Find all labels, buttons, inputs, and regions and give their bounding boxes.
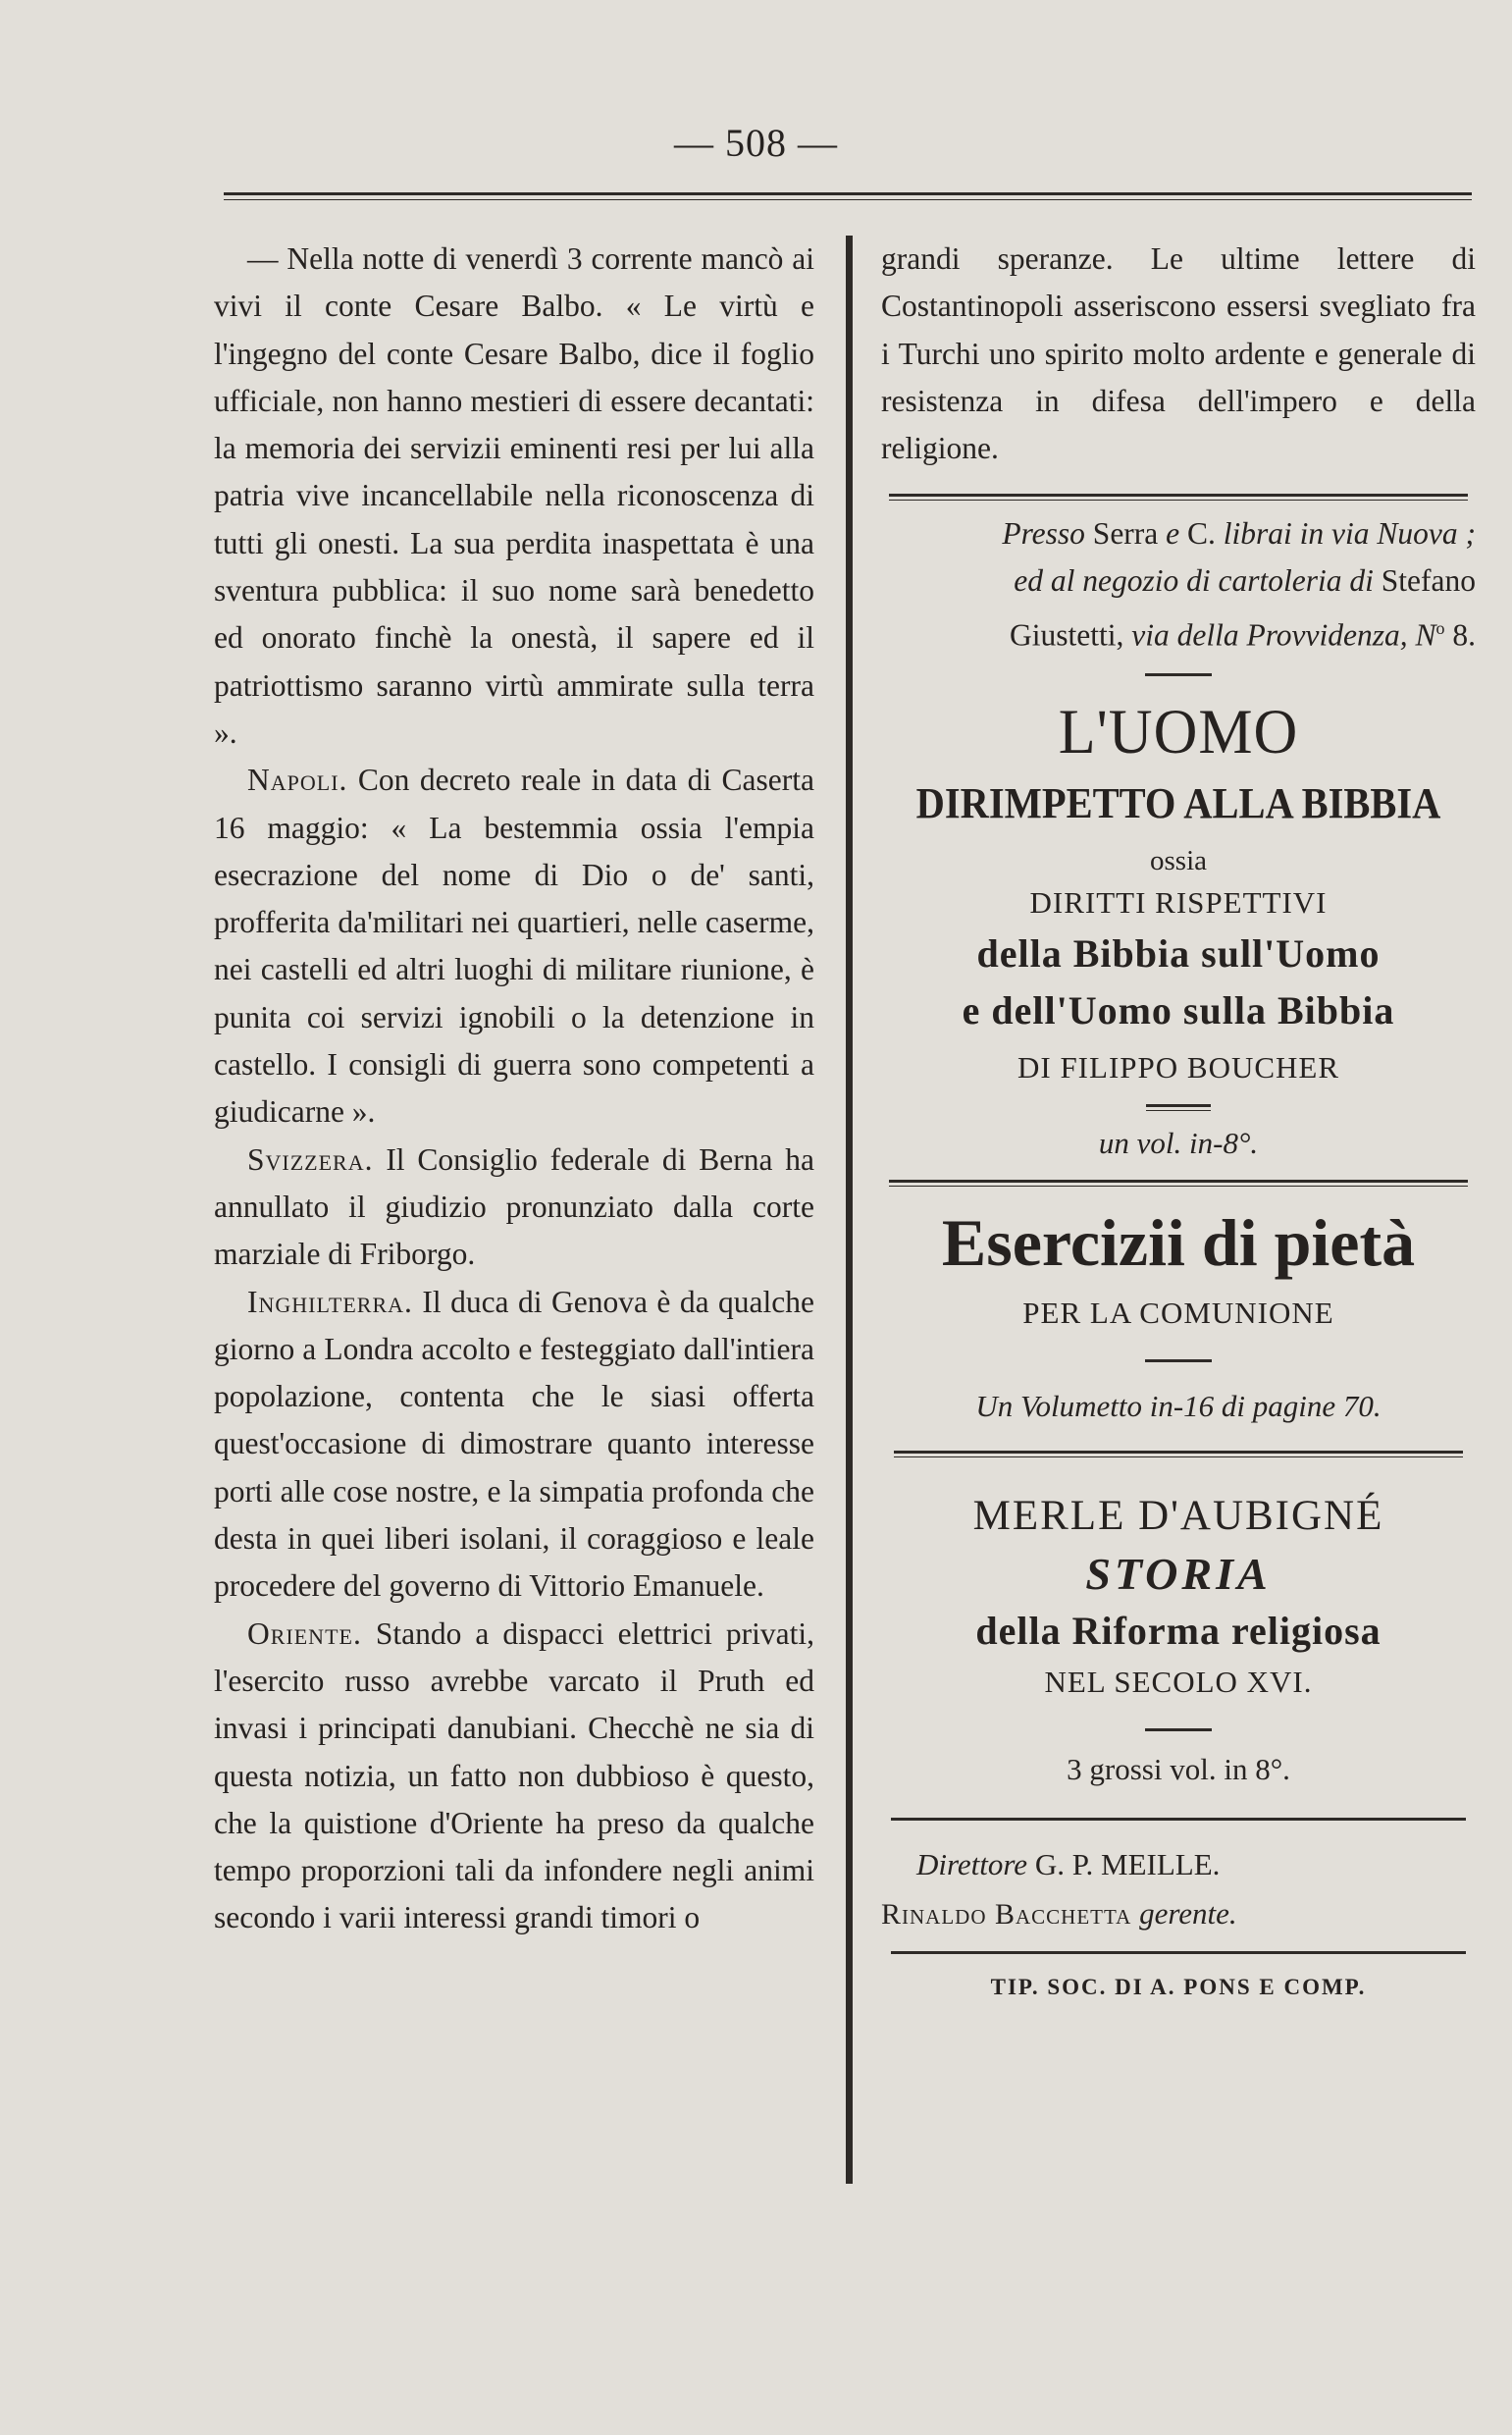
presso-text: Giustetti, (1009, 617, 1132, 653)
ad3-line: della Riforma religiosa (975, 1608, 1382, 1653)
presso-text: librai in via Nuova ; (1223, 516, 1476, 552)
news-napoli (214, 757, 814, 1136)
top-rule (224, 192, 1472, 200)
manager-name: Rinaldo Bacchetta (881, 1897, 1132, 1931)
ad3-secolo: NEL SECOLO XVI. (1044, 1664, 1313, 1699)
heading-svizzera: Svizzera. (247, 1141, 374, 1177)
ad1-volume: un vol. in-8°. (1098, 1125, 1259, 1160)
divider-rule (891, 1951, 1466, 1954)
presso-text: C. (1179, 516, 1224, 552)
ad2-title: Esercizii di pietà (941, 1204, 1416, 1280)
director-label: Direttore (916, 1846, 1028, 1881)
ad1-line2: e dell'Uomo sulla Bibbia (962, 987, 1395, 1032)
presso-text: e (1166, 516, 1180, 552)
ad3-author: MERLE D'AUBIGNÉ (972, 1492, 1384, 1539)
divider-rule (891, 1818, 1466, 1821)
divider-rule (894, 1451, 1463, 1457)
manager-line (881, 1889, 1476, 1939)
ad1-title: L'UOMO (1058, 697, 1299, 768)
short-double-rule (1146, 1104, 1211, 1111)
right-column (881, 236, 1476, 2007)
presso-text: via della Provvidenza, N (1131, 617, 1436, 653)
manager-label: gerente. (1131, 1895, 1237, 1931)
news-balbo: — Nella notte di venerdì 3 corrente mancò ai vivi il conte Cesare Balbo. « Le virtù e l'ingegno del conte Cesare Balbo, dice il foglio ufficiale, non hanno mestieri di essere decantati: la memoria dei servizii eminenti resi per lui alla patria vive incancellabile nella riconoscenza di tutti gli onesti. La sua perdita inaspettata è una sventura pubblica: il suo nome sarà benedetto ed onorato finchè la onestà, il sapere ed il patriottismo saranno virtù ammirate sulla terra ». (214, 241, 814, 750)
news-inghilterra (214, 1279, 814, 1611)
ad3-price: 3 grossi vol. in 8°. (1067, 1751, 1290, 1786)
news-svizzera (214, 1137, 814, 1279)
director-line (881, 1840, 1476, 1889)
news-inghilterra-text: Il duca di Genova è da qualche giorno a Londra accolto e festeggiato dall'intiera popolazione, contenta che le siasi offerta quest'occasione di dimostrare quanto interesse porti alle cose nostre, e la simpatia profonda che desta in quei liberi isolani, il coraggioso e leale procedere del governo di Vittorio Emanuele. (214, 1284, 814, 1604)
ad1-subtitle: DIRIMPETTO ALLA BIBBIA (915, 778, 1441, 827)
column-divider (846, 236, 853, 2184)
publisher-notice (881, 510, 1476, 660)
presso-text: Stefano (1373, 563, 1476, 599)
presso-text: Presso (1002, 516, 1085, 552)
ad1-diritti: DIRITTI RISPETTIVI (1029, 884, 1328, 920)
short-rule (1145, 1728, 1212, 1731)
presso-text: 8. (1444, 617, 1476, 653)
news-oriente-text: Stando a dispacci elettrici privati, l'esercito russo avrebbe varcato il Pruth ed invasi i principati danubiani. Checchè ne sia di questa notizia, un fatto non dubbioso è questo, che la quistione d'Oriente ha preso da qualche tempo proporzioni tali da infondere negli animi secondo i varii interessi grandi timori o (214, 1615, 814, 1935)
news-svizzera-text: Il Consiglio federale di Berna ha annullato il giudizio pronunziato dalla corte marziale di Friborgo. (214, 1141, 814, 1272)
ad1-line1: della Bibbia sull'Uomo (976, 930, 1381, 976)
heading-inghilterra: Inghilterra. (247, 1284, 413, 1319)
printer-line: TIP. SOC. DI A. PONS E COMP. (990, 1974, 1367, 1999)
short-rule (1145, 1359, 1212, 1362)
left-column (214, 236, 814, 1942)
short-rule (1145, 673, 1212, 676)
director-name: G. P. MEILLE. (1027, 1846, 1221, 1881)
presso-text: Serra (1084, 516, 1167, 552)
divider-rule (889, 1180, 1468, 1187)
presso-text: o (1435, 618, 1445, 639)
heading-oriente: Oriente. (247, 1615, 362, 1651)
ad1-author: DI FILIPPO BOUCHER (1017, 1049, 1340, 1085)
ad3-title: STORIA (1085, 1548, 1272, 1599)
news-oriente-continued: grandi speranze. Le ultime lettere di Costantinopoli asseriscono essersi svegliato fra i Turchi uno spirito molto ardente e generale di resistenza in difesa dell'impero e della religione. (881, 241, 1476, 466)
news-napoli-text: Con decreto reale in data di Caserta 16 maggio: « La bestemmia ossia l'empia esecrazione del nome di Dio o de' santi, profferita da'militari nei quartieri, nelle caserme, nei castelli ed altri luoghi di militare riunione, è punita coi servizi ignobili o la detenzione in castello. I consigli di guerra sono competenti a giudicarne ». (214, 763, 814, 1130)
page-number: — 508 — (674, 121, 838, 165)
presso-text: ed al negozio di cartoleria di (1014, 563, 1374, 599)
ad1-ossia: ossia (1150, 844, 1207, 876)
news-oriente (214, 1611, 814, 1942)
heading-napoli: Napoli. (247, 763, 348, 798)
ad2-volume: Un Volumetto in-16 di pagine 70. (975, 1388, 1382, 1423)
divider-rule (889, 494, 1468, 501)
ad2-subtitle: PER LA COMUNIONE (1022, 1295, 1334, 1330)
